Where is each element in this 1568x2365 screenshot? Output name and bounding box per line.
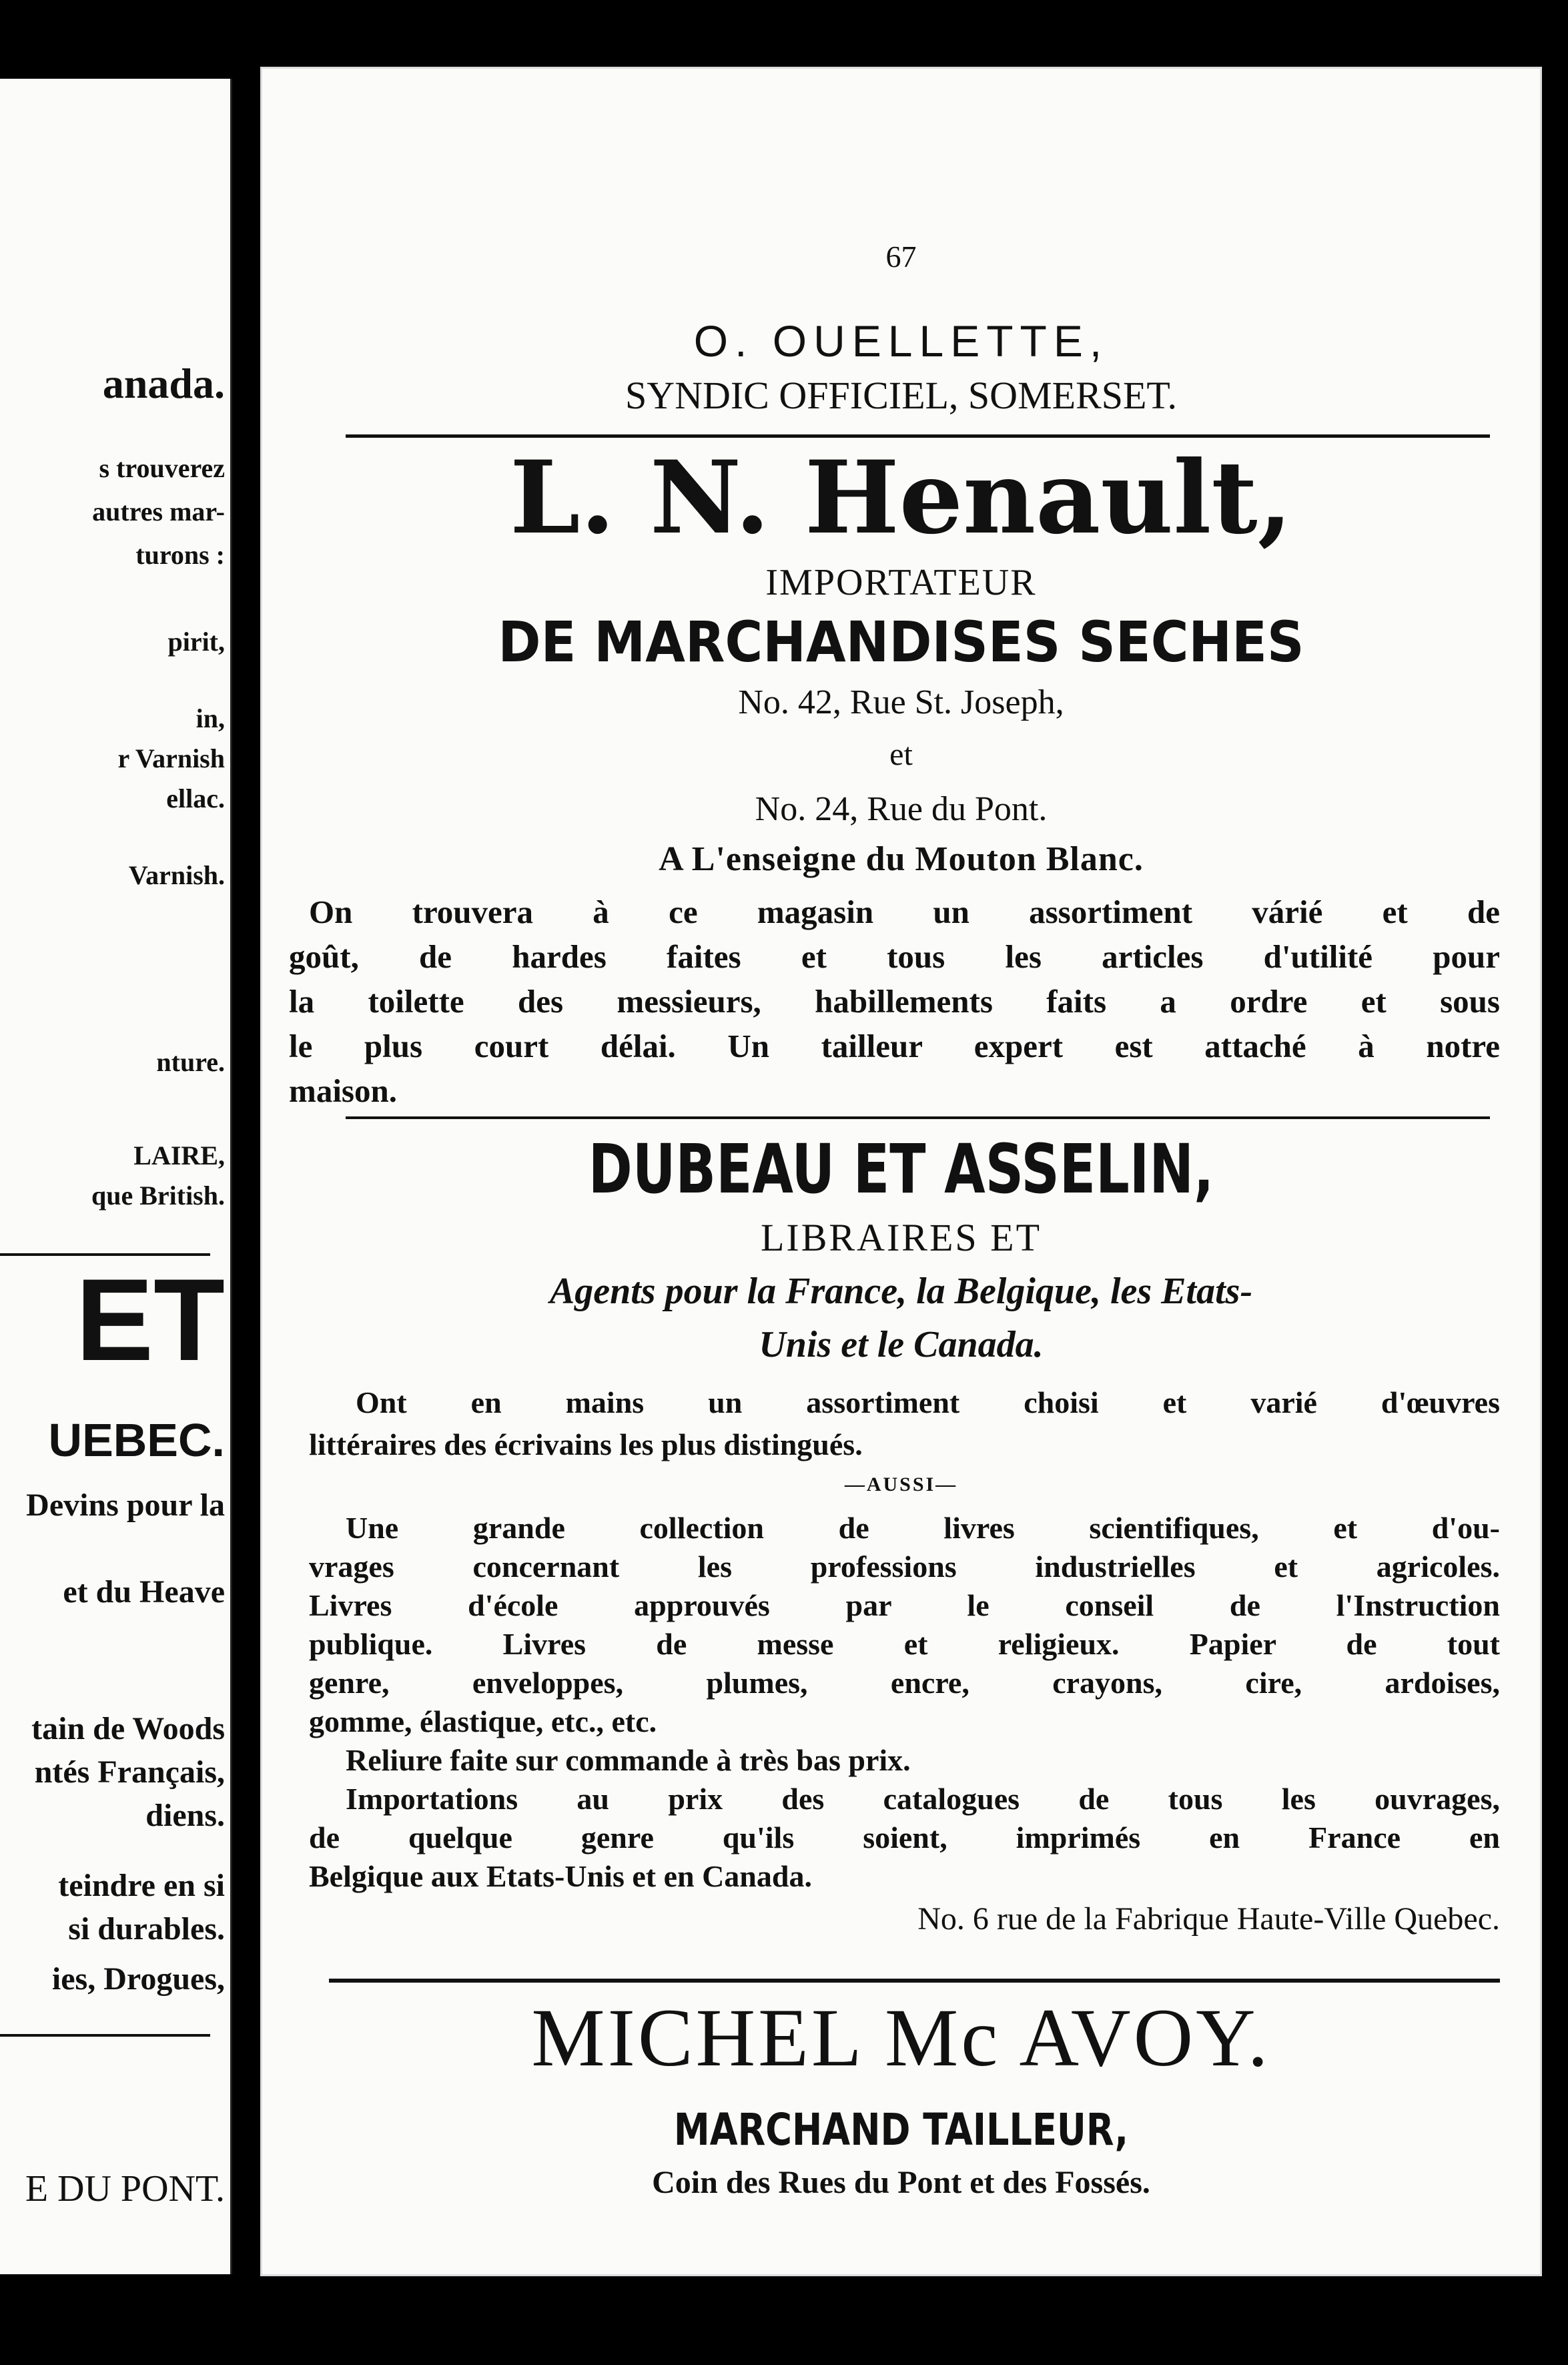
ad-dubeau-agents: Agents pour la France, la Belgique, les Etats-: [549, 1271, 1253, 1312]
left-fragment: teindre en si: [58, 1868, 225, 1903]
left-fragment: Varnish.: [128, 860, 225, 890]
ad-mcavoy-trade: MARCHAND TAILLEUR,: [673, 2104, 1129, 2155]
ad-mcavoy-address: Coin des Rues du Pont et des Fossés.: [652, 2165, 1150, 2200]
ad-henault-body-line: maison.: [289, 1072, 398, 1109]
left-fragment: turons :: [135, 540, 225, 570]
left-fragment: ies, Drogues,: [51, 1961, 225, 1997]
ad-dubeau-body-line: genre, enveloppes, plumes, encre, crayons, cire, ardoises,: [309, 1666, 1500, 1700]
ad-dubeau-body-line: vrages concernant les professions industrielles et agricoles.: [309, 1550, 1500, 1584]
ad-henault-body-line: le plus court délai. Un tailleur expert est attaché à notre: [289, 1028, 1500, 1064]
left-fragment: diens.: [145, 1798, 225, 1833]
ad-dubeau-body-line: Livres d'école approuvés par le conseil de l'Instruction: [309, 1588, 1500, 1622]
left-fragment: pirit,: [167, 627, 225, 657]
left-fragment: in,: [195, 703, 225, 733]
left-fragment: que British.: [91, 1180, 225, 1211]
ad-dubeau-body-line: gomme, élastique, etc., etc.: [309, 1704, 657, 1738]
left-fragment: r Varnish: [117, 743, 225, 773]
divider: [346, 434, 1490, 438]
ad-dubeau-body-line: Reliure faite sur commande à très bas prix.: [346, 1743, 911, 1777]
ad-mcavoy-name: MICHEL Mc AVOY.: [531, 1992, 1271, 2083]
divider: [346, 1116, 1490, 1119]
left-fragment: et du Heave: [63, 1574, 225, 1610]
left-fragment: nture.: [156, 1047, 225, 1077]
ad-dubeau-address: No. 6 rue de la Fabrique Haute-Ville Quebec.: [917, 1901, 1500, 1937]
ad-dubeau-line1: LIBRAIRES ET: [760, 1216, 1042, 1259]
left-fragment: ntés Français,: [34, 1754, 225, 1790]
ad-dubeau-body-line: publique. Livres de messe et religieux. Papier de tout: [309, 1627, 1500, 1661]
ad-henault-line1: IMPORTATEUR: [765, 562, 1037, 603]
ad-dubeau-body-line: Une grande collection de livres scientifiques, et d'ou-: [346, 1511, 1500, 1545]
ad-henault-address1: No. 42, Rue St. Joseph,: [738, 683, 1064, 721]
ad-henault-body-line: On trouvera à ce magasin un assortiment várié et de: [309, 894, 1500, 930]
left-fragment: tain de Woods: [31, 1711, 225, 1746]
ad-ouellette-title: SYNDIC OFFICIEL, SOMERSET.: [625, 374, 1178, 417]
page-number: 67: [885, 240, 917, 274]
left-fragment: si durables.: [68, 1911, 225, 1947]
ad-henault-line2: DE MARCHANDISES SECHES: [498, 609, 1304, 675]
ad-dubeau-body-line: Importations au prix des catalogues de tous les ouvrages,: [346, 1782, 1500, 1816]
main-page: [260, 67, 1542, 2276]
ad-henault-body-line: la toilette des messieurs, habillements faits a ordre et sous: [289, 983, 1500, 1020]
divider: [0, 2034, 210, 2037]
left-fragment: s trouverez: [99, 453, 225, 483]
ad-henault-body-line: goût, de hardes faites et tous les articles d'utilité pour: [289, 938, 1500, 975]
ad-dubeau-intro-line: Ont en mains un assortiment choisi et varié d'œuvres: [356, 1385, 1500, 1419]
left-fragment: Devins pour la: [26, 1487, 225, 1523]
left-fragment: anada.: [102, 360, 225, 407]
ad-dubeau-body-line: Belgique aux Etats-Unis et en Canada.: [309, 1859, 812, 1893]
ad-dubeau-aussi: —AUSSI—: [844, 1473, 958, 1495]
ad-ouellette-name: O. OUELLETTE,: [693, 316, 1109, 366]
ad-dubeau-agents: Unis et le Canada.: [759, 1324, 1044, 1365]
divider: [329, 1979, 1500, 1983]
left-fragment: ellac.: [166, 783, 225, 813]
left-page-fragment: [0, 79, 232, 2274]
ad-henault-name: L. N. Henault,: [510, 439, 1292, 557]
left-fragment: autres mar-: [92, 496, 225, 527]
ad-dubeau-name: DUBEAU ET ASSELIN,: [588, 1130, 1214, 1209]
left-fragment: ET: [75, 1255, 225, 1385]
left-fragment: E DU PONT.: [25, 2168, 225, 2210]
ad-henault-address2: No. 24, Rue du Pont.: [755, 790, 1048, 828]
ad-dubeau-intro-line: littéraires des écrivains les plus distingués.: [309, 1427, 863, 1461]
ad-dubeau-body-line: de quelque genre qu'ils soient, imprimés en France en: [309, 1820, 1500, 1854]
ad-henault-conj: et: [889, 737, 913, 772]
ad-henault-sign: A L'enseigne du Mouton Blanc.: [659, 840, 1144, 878]
left-fragment: UEBEC.: [48, 1414, 225, 1466]
left-fragment: LAIRE,: [133, 1140, 225, 1170]
